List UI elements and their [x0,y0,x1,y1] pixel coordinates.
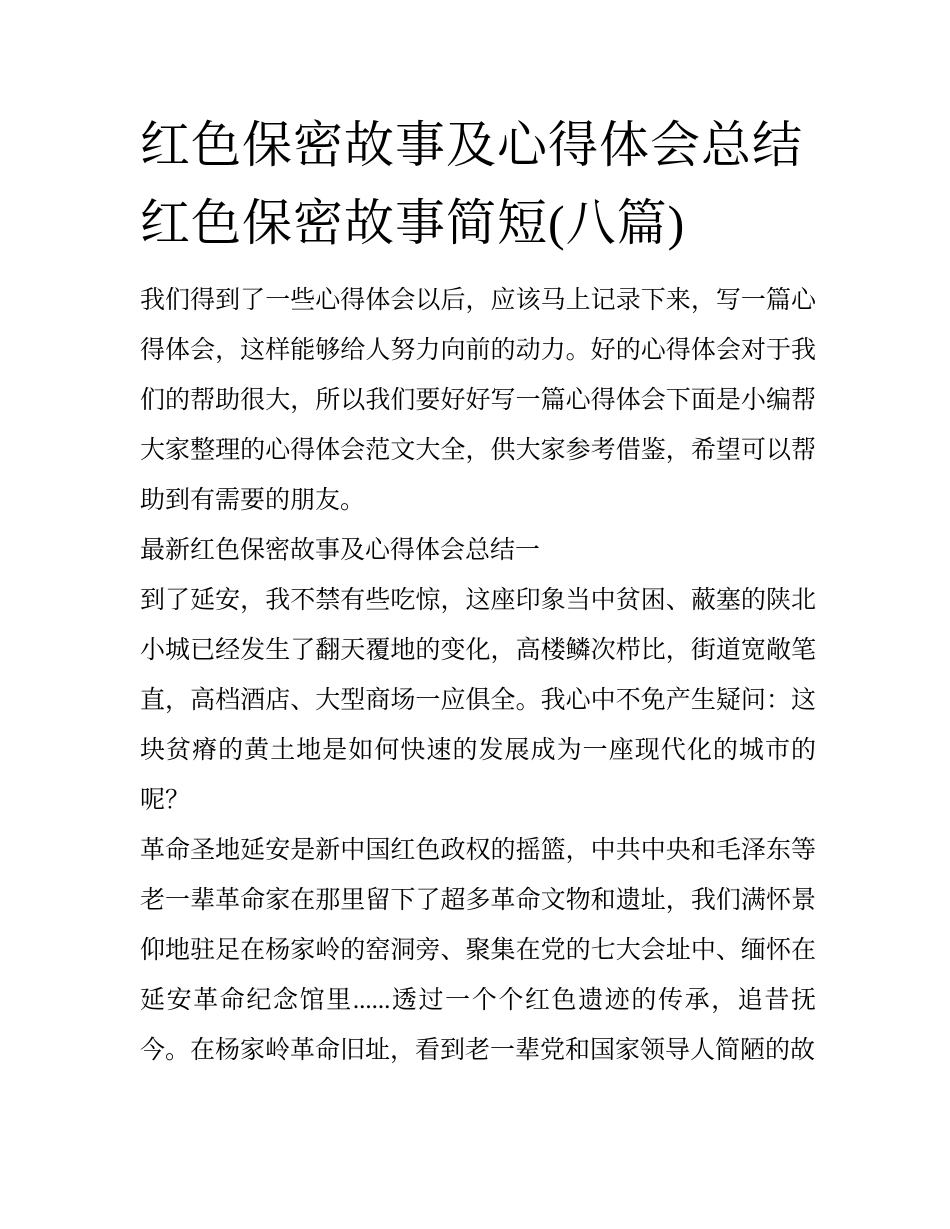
document-title [140,106,830,262]
section-heading-essay-one: 最新红色保密故事及心得体会总结一 [140,537,541,564]
title-line-1: 红色保密故事及心得体会总结 [140,117,803,173]
paragraph-revolution-sites: 革命圣地延安是新中国红色政权的摇篮，中共中央和毛泽东等老一辈革命家在那里留下了超多革命文物和遗址，我们满怀景仰地驻足在杨家岭的窑洞旁、聚集在党的七大会址中、缅怀在延安革命纪念馆里......透过一个个红色遗迹的传承，追昔抚今。在杨家岭革命旧址，看到老一辈党和国家领导人简陋的故 [140,837,816,1064]
paragraph-intro: 我们得到了一些心得体会以后，应该马上记录下来，写一篇心得体会，这样能够给人努力向前的动力。好的心得体会对于我们的帮助很大，所以我们要好好写一篇心得体会下面是小编帮大家整理的心得体会范文大全，供大家参考借鉴，希望可以帮助到有需要的朋友。 [140,287,816,514]
title-line-2: 红色保密故事简短(八篇) [140,195,686,251]
paragraph-yanan-arrival: 到了延安，我不禁有些吃惊，这座印象当中贫困、蔽塞的陕北小城已经发生了翻天覆地的变化，高楼鳞次栉比，街道宽敞笔直，高档酒店、大型商场一应俱全。我心中不免产生疑问：这块贫瘠的黄土地是如何快速的发展成为一座现代化的城市的呢？ [140,587,816,814]
document-body [140,276,816,1076]
